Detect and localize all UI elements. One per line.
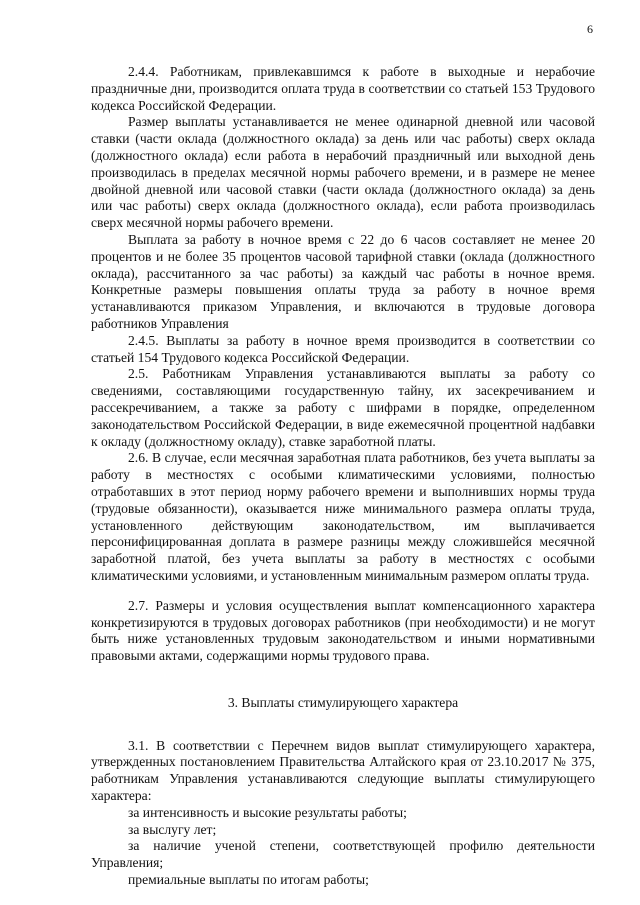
- paragraph-2-4-4: 2.4.4. Работникам, привлекавшимся к работе в выходные и нерабочие праздничные дни, производится оплата труда в соответствии со статьей 153 Трудового кодекса Российской Федерации.: [91, 64, 595, 113]
- paragraph-3-1: 3.1. В соответствии с Перечнем видов выплат стимулирующего характера, утвержденных постановлением Правительства Алтайского края от 23.10.2017 № 375, работникам Управления устанавливаются следующие выплаты стимулирующего характера:: [91, 737, 595, 804]
- list-item: за наличие ученой степени, соответствующей профилю деятельности Управления;: [91, 838, 595, 871]
- paragraph-2-7: 2.7. Размеры и условия осуществления выплат компенсационного характера конкретизируются в трудовых договорах работников (при необходимости) и не могут быть ниже установленных трудовым законодательством и иными нормативными правовыми актами, содержащими нормы трудового права.: [91, 597, 595, 664]
- paragraph-holiday-pay-size: Размер выплаты устанавливается не менее одинарной дневной или часовой ставки (части оклада (должностного оклада) за день или час работы) сверх оклада (должностного оклада) если работа в нерабочий праздничный или выходной день производилась в пределах месячной нормы рабочего времени, и в размере не менее двойной дневной или часовой ставки (части оклада (должностного оклада) за день или час работы) сверх оклада (должностного оклада), если работа производилась сверх месячной нормы рабочего времени.: [91, 114, 595, 231]
- document-body: [91, 64, 595, 889]
- paragraph-2-4-5: 2.4.5. Выплаты за работу в ночное время производится в соответствии со статьей 154 Трудового кодекса Российской Федерации.: [91, 332, 595, 365]
- paragraph-2-5: 2.5. Работникам Управления устанавливаются выплаты за работу со сведениями, составляющими государственную тайну, их засекречиванием и рассекречиванием, а также за работу с шифрами в порядке, определенном законодательством Российской Федерации, в виде ежемесячной процентной надбавки к окладу (должностному окладу), ставке заработной платы.: [91, 366, 595, 449]
- page-number: 6: [587, 22, 593, 36]
- list-item: премиальные выплаты по итогам работы;: [128, 872, 369, 888]
- list-item: за выслугу лет;: [128, 821, 217, 837]
- paragraph-2-6: 2.6. В случае, если месячная заработная плата работников, без учета выплаты за работу в местностях с особыми климатическими условиями, полностью отработавших в этот период норму рабочего времени и выполнивших нормы труда (трудовые обязанности), оказывается ниже минимального размера оплаты труда, установленного действующим законодательством, им выплачивается персонифицированная доплата в размере разницы между сложившейся месячной заработной платой, без учета выплаты за работу в местностях с особыми климатическими условиями, и установленным минимальным размером оплаты труда.: [91, 450, 595, 583]
- paragraph-night-pay: Выплата за работу в ночное время с 22 до 6 часов составляет не менее 20 процентов и не более 35 процентов часовой тарифной ставки (оклада (должностного оклада), рассчитанного за час работы) за каждый час работы в ночное время. Конкретные размеры повышения оплаты труда за работу в ночное время устанавливаются приказом Управления, и включаются в трудовые договора работников Управления: [91, 231, 595, 331]
- section-heading: 3. Выплаты стимулирующего характера: [227, 694, 459, 710]
- list-item: за интенсивность и высокие результаты работы;: [128, 804, 407, 820]
